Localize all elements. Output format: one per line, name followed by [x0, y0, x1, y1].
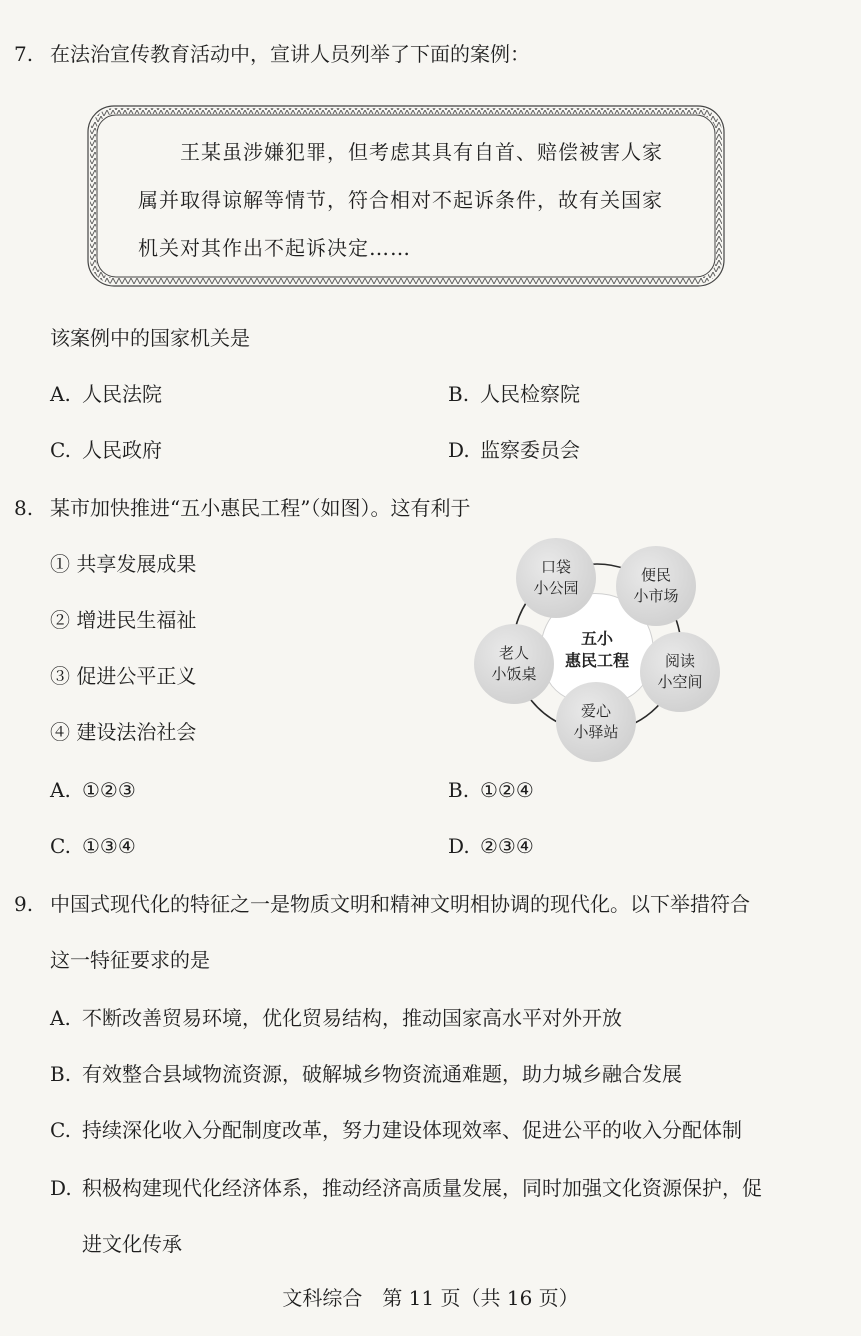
q8-statement-1: ① 共享发展成果	[50, 552, 197, 576]
q8-number: 8.	[14, 496, 34, 520]
q9-stem-line-1: 9. 中国式现代化的特征之一是物质文明和精神文明相协调的现代化。以下举措符合	[14, 892, 750, 916]
q8-option-d[interactable]: D. ②③④	[448, 834, 534, 858]
q8-statement-4: ④ 建设法治社会	[50, 720, 197, 744]
q7-option-c[interactable]: C. 人民政府	[50, 438, 162, 462]
five-projects-diagram	[472, 536, 722, 766]
diagram-center-label: 五小 惠民工程	[564, 629, 629, 670]
diagram-node-pocket-park: 口袋 小公园	[516, 538, 596, 618]
case-line-2: 属并取得谅解等情节，符合相对不起诉条件，故有关国家	[138, 188, 663, 212]
q9-number: 9.	[14, 892, 34, 916]
q7-case-box	[86, 104, 726, 288]
q8-stem-text: 某市加快推进“五小惠民工程”（如图）。这有利于	[50, 496, 471, 520]
diagram-node-market: 便民 小市场	[616, 546, 696, 626]
diagram-node-care-station: 爱心 小驿站	[556, 682, 636, 762]
diagram-node-reading-space: 阅读 小空间	[640, 632, 720, 712]
q8-option-a[interactable]: A. ①②③	[50, 778, 136, 802]
q8-statement-2: ② 增进民生福祉	[50, 608, 197, 632]
q9-option-a[interactable]: A. 不断改善贸易环境，优化贸易结构，推动国家高水平对外开放	[50, 1006, 622, 1030]
q7-number: 7.	[14, 42, 34, 66]
q9-option-d-continuation: 进文化传承	[82, 1232, 182, 1256]
q9-option-d[interactable]: D. 积极构建现代化经济体系，推动经济高质量发展，同时加强文化资源保护，促	[50, 1176, 762, 1200]
case-line-3: 机关对其作出不起诉决定……	[138, 236, 411, 260]
page-footer: 文科综合 第 11 页（共 16 页）	[282, 1286, 579, 1310]
q7-stem	[14, 40, 530, 68]
q8-option-b[interactable]: B. ①②④	[448, 778, 534, 802]
q8-statement-3: ③ 促进公平正义	[50, 664, 197, 688]
q7-option-b[interactable]: B. 人民检察院	[448, 382, 580, 406]
q7-stem-text: 在法治宣传教育活动中，宣讲人员列举了下面的案例：	[50, 42, 530, 66]
q8-stem	[14, 494, 470, 522]
q7-option-d[interactable]: D. 监察委员会	[448, 438, 580, 462]
q8-option-c[interactable]: C. ①③④	[50, 834, 136, 858]
diagram-node-elderly-canteen: 老人 小饭桌	[474, 624, 554, 704]
q9-stem-line-2: 这一特征要求的是	[50, 948, 210, 972]
q7-option-a[interactable]: A. 人民法院	[50, 382, 162, 406]
q9-option-b[interactable]: B. 有效整合县域物流资源，破解城乡物资流通难题，助力城乡融合发展	[50, 1062, 682, 1086]
q7-question: 该案例中的国家机关是	[50, 326, 250, 350]
case-line-1: 王某虽涉嫌犯罪，但考虑其具有自首、赔偿被害人家	[180, 140, 663, 164]
q9-option-c[interactable]: C. 持续深化收入分配制度改革，努力建设体现效率、促进公平的收入分配体制	[50, 1118, 742, 1142]
